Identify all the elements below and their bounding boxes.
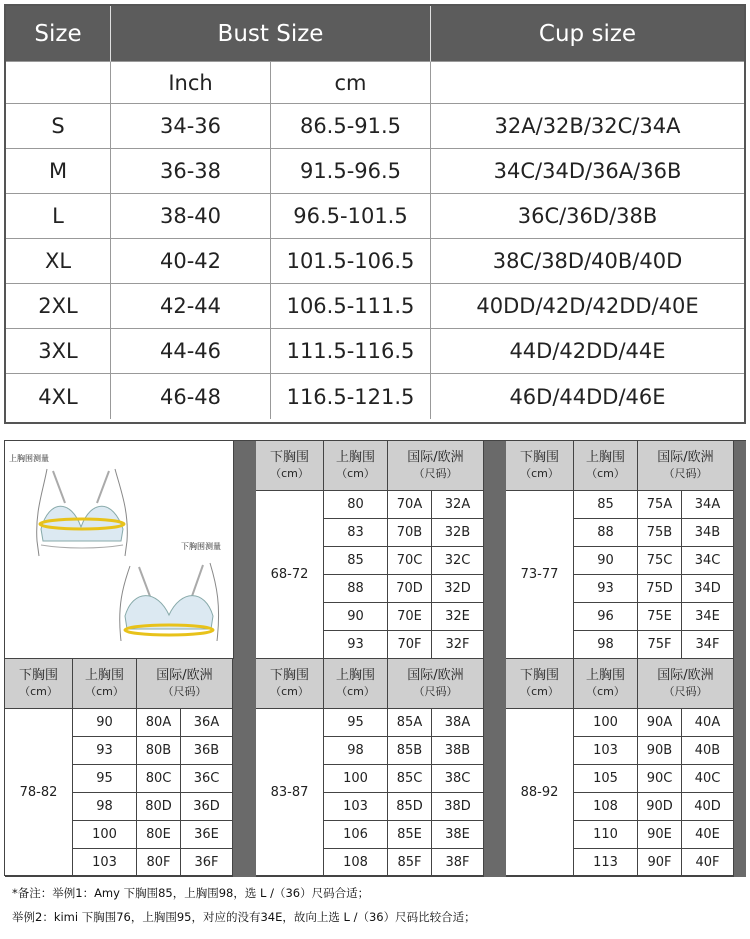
eu-size-cell: 40B bbox=[682, 737, 734, 765]
under-bust-header-unit: （cm） bbox=[520, 466, 559, 480]
intl-size-cell: 70C bbox=[388, 547, 432, 575]
eu-size-cell: 36B bbox=[181, 737, 233, 765]
over-bust-header-unit: （cm） bbox=[586, 466, 625, 480]
inch-cell: 36-38 bbox=[111, 149, 271, 194]
intl-size-cell: 75A bbox=[638, 491, 682, 519]
under-bust-header-title: 下胸围 bbox=[269, 449, 309, 465]
intl-size-cell: 75D bbox=[638, 575, 682, 603]
cup-cell: 36C/36D/38B bbox=[431, 194, 744, 239]
cm-cell: 116.5-121.5 bbox=[271, 374, 431, 419]
over-bust-cell: 93 bbox=[574, 575, 638, 603]
intl-size-header-unit: （尺码） bbox=[413, 466, 458, 480]
over-bust-cell: 103 bbox=[324, 793, 388, 821]
group-divider bbox=[484, 441, 506, 659]
bust-size-header: Bust Size bbox=[111, 6, 431, 62]
over-bust-cell: 95 bbox=[324, 709, 388, 737]
inch-cell: 38-40 bbox=[111, 194, 271, 239]
eu-size-cell: 38F bbox=[432, 849, 484, 877]
cup-cell: 34C/34D/36A/36B bbox=[431, 149, 744, 194]
size-cell: L bbox=[6, 194, 111, 239]
size-cell: M bbox=[6, 149, 111, 194]
size-cell: 4XL bbox=[6, 374, 111, 419]
under-bust-header-title: 下胸围 bbox=[18, 667, 58, 683]
inch-cell: 40-42 bbox=[111, 239, 271, 284]
group-divider bbox=[484, 659, 506, 877]
over-bust-cell: 98 bbox=[73, 793, 137, 821]
intl-size-header-unit: （尺码） bbox=[162, 684, 207, 698]
eu-size-cell: 34B bbox=[682, 519, 734, 547]
eu-size-cell: 38A bbox=[432, 709, 484, 737]
unit-blank-cell bbox=[6, 62, 111, 104]
intl-size-cell: 80A bbox=[137, 709, 181, 737]
eu-size-cell: 34C bbox=[682, 547, 734, 575]
over-bust-header-unit: （cm） bbox=[85, 684, 124, 698]
eu-size-cell: 34E bbox=[682, 603, 734, 631]
under-bust-range: 83-87 bbox=[256, 709, 324, 877]
eu-size-cell: 36E bbox=[181, 821, 233, 849]
cup-cell: 32A/32B/32C/34A bbox=[431, 104, 744, 149]
size-cell: 3XL bbox=[6, 329, 111, 374]
inch-cell: 42-44 bbox=[111, 284, 271, 329]
intl-size-cell: 80D bbox=[137, 793, 181, 821]
eu-size-cell: 36D bbox=[181, 793, 233, 821]
upper-bust-label: 上胸围测量 bbox=[9, 454, 49, 463]
under-bust-header-unit: （cm） bbox=[520, 684, 559, 698]
eu-size-cell: 40A bbox=[682, 709, 734, 737]
over-bust-cell: 95 bbox=[73, 765, 137, 793]
eu-size-cell: 40E bbox=[682, 821, 734, 849]
under-bust-range: 73-77 bbox=[506, 491, 574, 659]
intl-size-cell: 90D bbox=[638, 793, 682, 821]
intl-size-cell: 85E bbox=[388, 821, 432, 849]
cm-cell: 111.5-116.5 bbox=[271, 329, 431, 374]
eu-size-cell: 32A bbox=[432, 491, 484, 519]
measurement-illustration bbox=[5, 441, 234, 659]
over-bust-cell: 108 bbox=[324, 849, 388, 877]
over-bust-cell: 100 bbox=[574, 709, 638, 737]
intl-size-cell: 70B bbox=[388, 519, 432, 547]
eu-size-cell: 36A bbox=[181, 709, 233, 737]
under-bust-header bbox=[506, 659, 574, 709]
over-bust-cell: 93 bbox=[324, 631, 388, 659]
eu-size-cell: 32E bbox=[432, 603, 484, 631]
intl-size-cell: 70A bbox=[388, 491, 432, 519]
unit-cup-blank-cell bbox=[431, 62, 744, 104]
intl-size-header bbox=[638, 659, 734, 709]
under-bust-range: 68-72 bbox=[256, 491, 324, 659]
over-bust-cell: 88 bbox=[574, 519, 638, 547]
cup-size-header: Cup size bbox=[431, 6, 744, 62]
note-line-2: 举例2：kimi 下胸围76，上胸围95，对应的没有34E，故向上选 L /（36）尺码比较合适； bbox=[12, 910, 476, 924]
over-bust-header-title: 上胸围 bbox=[335, 667, 375, 683]
intl-size-cell: 90E bbox=[638, 821, 682, 849]
intl-size-header-title: 国际/欧洲 bbox=[407, 667, 464, 683]
intl-size-cell: 80C bbox=[137, 765, 181, 793]
cup-conversion-chart bbox=[4, 440, 746, 876]
intl-size-cell: 70F bbox=[388, 631, 432, 659]
over-bust-header-title: 上胸围 bbox=[84, 667, 124, 683]
intl-size-header-unit: （尺码） bbox=[663, 466, 708, 480]
under-bust-header bbox=[256, 441, 324, 491]
over-bust-header bbox=[574, 659, 638, 709]
intl-size-cell: 85F bbox=[388, 849, 432, 877]
intl-size-header-title: 国际/欧洲 bbox=[657, 667, 714, 683]
cup-cell: 46D/44DD/46E bbox=[509, 384, 666, 409]
intl-size-cell: 90C bbox=[638, 765, 682, 793]
eu-size-cell: 32F bbox=[432, 631, 484, 659]
eu-size-cell: 32B bbox=[432, 519, 484, 547]
eu-size-cell: 40D bbox=[682, 793, 734, 821]
cup-cell: 44D/42DD/44E bbox=[431, 329, 744, 374]
over-bust-cell: 93 bbox=[73, 737, 137, 765]
intl-size-cell: 70D bbox=[388, 575, 432, 603]
size-cell: S bbox=[6, 104, 111, 149]
eu-size-cell: 36C bbox=[181, 765, 233, 793]
over-bust-cell: 80 bbox=[324, 491, 388, 519]
over-bust-header-unit: （cm） bbox=[336, 684, 375, 698]
group-divider bbox=[234, 441, 256, 659]
note-line-1: *备注：举例1：Amy 下胸围85，上胸围98，选 L /（36）尺码合适； bbox=[12, 886, 370, 900]
over-bust-cell: 113 bbox=[574, 849, 638, 877]
size-chart bbox=[4, 4, 746, 424]
bra-figure-icon bbox=[5, 441, 234, 659]
under-bust-header-title: 下胸围 bbox=[519, 449, 559, 465]
size-cell: XL bbox=[6, 239, 111, 284]
size-chart-grid bbox=[6, 6, 744, 422]
over-bust-header bbox=[574, 441, 638, 491]
eu-size-cell: 38D bbox=[432, 793, 484, 821]
cup-cell: 38C/38D/40B/40D bbox=[431, 239, 744, 284]
cm-cell: 101.5-106.5 bbox=[271, 239, 431, 284]
eu-size-cell: 38E bbox=[432, 821, 484, 849]
over-bust-cell: 90 bbox=[574, 547, 638, 575]
eu-size-cell: 38B bbox=[432, 737, 484, 765]
intl-size-cell: 80E bbox=[137, 821, 181, 849]
intl-size-cell: 75E bbox=[638, 603, 682, 631]
intl-size-cell: 75F bbox=[638, 631, 682, 659]
over-bust-header bbox=[324, 659, 388, 709]
eu-size-cell: 34F bbox=[682, 631, 734, 659]
group-divider bbox=[734, 441, 746, 877]
under-bust-label: 下胸围测量 bbox=[181, 542, 221, 551]
cm-cell: 96.5-101.5 bbox=[271, 194, 431, 239]
intl-size-header bbox=[137, 659, 233, 709]
intl-size-header bbox=[638, 441, 734, 491]
intl-size-cell: 85D bbox=[388, 793, 432, 821]
over-bust-cell: 103 bbox=[73, 849, 137, 877]
intl-size-header-unit: （尺码） bbox=[663, 684, 708, 698]
over-bust-cell: 98 bbox=[574, 631, 638, 659]
over-bust-cell: 100 bbox=[324, 765, 388, 793]
under-bust-header-title: 下胸围 bbox=[519, 667, 559, 683]
under-bust-header bbox=[256, 659, 324, 709]
size-header: Size bbox=[6, 6, 111, 62]
under-bust-range: 88-92 bbox=[506, 709, 574, 877]
eu-size-cell: 34D bbox=[682, 575, 734, 603]
intl-size-header-title: 国际/欧洲 bbox=[657, 449, 714, 465]
intl-size-cell: 90B bbox=[638, 737, 682, 765]
cm-cell: 106.5-111.5 bbox=[271, 284, 431, 329]
over-bust-cell: 83 bbox=[324, 519, 388, 547]
eu-size-cell: 40F bbox=[682, 849, 734, 877]
intl-size-header-title: 国际/欧洲 bbox=[407, 449, 464, 465]
eu-size-cell: 32D bbox=[432, 575, 484, 603]
intl-size-cell: 80B bbox=[137, 737, 181, 765]
intl-size-header bbox=[388, 441, 484, 491]
over-bust-header bbox=[324, 441, 388, 491]
eu-size-cell: 32C bbox=[432, 547, 484, 575]
intl-size-cell: 75B bbox=[638, 519, 682, 547]
over-bust-header bbox=[73, 659, 137, 709]
intl-size-cell: 80F bbox=[137, 849, 181, 877]
over-bust-cell: 96 bbox=[574, 603, 638, 631]
under-bust-header-unit: （cm） bbox=[270, 466, 309, 480]
under-bust-header bbox=[506, 441, 574, 491]
group-divider bbox=[233, 659, 256, 877]
inch-cell: 44-46 bbox=[111, 329, 271, 374]
over-bust-cell: 85 bbox=[324, 547, 388, 575]
inch-cell: 46-48 bbox=[111, 374, 271, 419]
over-bust-header-title: 上胸围 bbox=[585, 667, 625, 683]
under-bust-header-unit: （cm） bbox=[19, 684, 58, 698]
intl-size-cell: 90F bbox=[638, 849, 682, 877]
size-cell: 2XL bbox=[6, 284, 111, 329]
over-bust-cell: 88 bbox=[324, 575, 388, 603]
over-bust-header-title: 上胸围 bbox=[335, 449, 375, 465]
over-bust-cell: 100 bbox=[73, 821, 137, 849]
under-bust-header bbox=[5, 659, 73, 709]
eu-size-cell: 38C bbox=[432, 765, 484, 793]
under-bust-range: 78-82 bbox=[5, 709, 73, 877]
intl-size-header-unit: （尺码） bbox=[413, 684, 458, 698]
unit-cm: cm bbox=[271, 62, 431, 104]
under-bust-header-unit: （cm） bbox=[270, 684, 309, 698]
over-bust-cell: 98 bbox=[324, 737, 388, 765]
under-bust-header-title: 下胸围 bbox=[269, 667, 309, 683]
intl-size-cell: 70E bbox=[388, 603, 432, 631]
over-bust-cell: 103 bbox=[574, 737, 638, 765]
cm-cell: 91.5-96.5 bbox=[271, 149, 431, 194]
cm-cell: 86.5-91.5 bbox=[271, 104, 431, 149]
intl-size-header-title: 国际/欧洲 bbox=[156, 667, 213, 683]
over-bust-cell: 90 bbox=[324, 603, 388, 631]
over-bust-cell: 105 bbox=[574, 765, 638, 793]
unit-inch: Inch bbox=[111, 62, 271, 104]
inch-cell: 34-36 bbox=[111, 104, 271, 149]
intl-size-cell: 75C bbox=[638, 547, 682, 575]
eu-size-cell: 40C bbox=[682, 765, 734, 793]
over-bust-cell: 108 bbox=[574, 793, 638, 821]
over-bust-cell: 85 bbox=[574, 491, 638, 519]
intl-size-cell: 85A bbox=[388, 709, 432, 737]
over-bust-cell: 90 bbox=[73, 709, 137, 737]
over-bust-header-unit: （cm） bbox=[336, 466, 375, 480]
intl-size-cell: 85C bbox=[388, 765, 432, 793]
intl-size-cell: 85B bbox=[388, 737, 432, 765]
intl-size-header bbox=[388, 659, 484, 709]
eu-size-cell: 36F bbox=[181, 849, 233, 877]
over-bust-header-unit: （cm） bbox=[586, 684, 625, 698]
over-bust-cell: 110 bbox=[574, 821, 638, 849]
over-bust-cell: 106 bbox=[324, 821, 388, 849]
cup-cell: 40DD/42D/42DD/40E bbox=[431, 284, 744, 329]
over-bust-header-title: 上胸围 bbox=[585, 449, 625, 465]
eu-size-cell: 34A bbox=[682, 491, 734, 519]
intl-size-cell: 90A bbox=[638, 709, 682, 737]
